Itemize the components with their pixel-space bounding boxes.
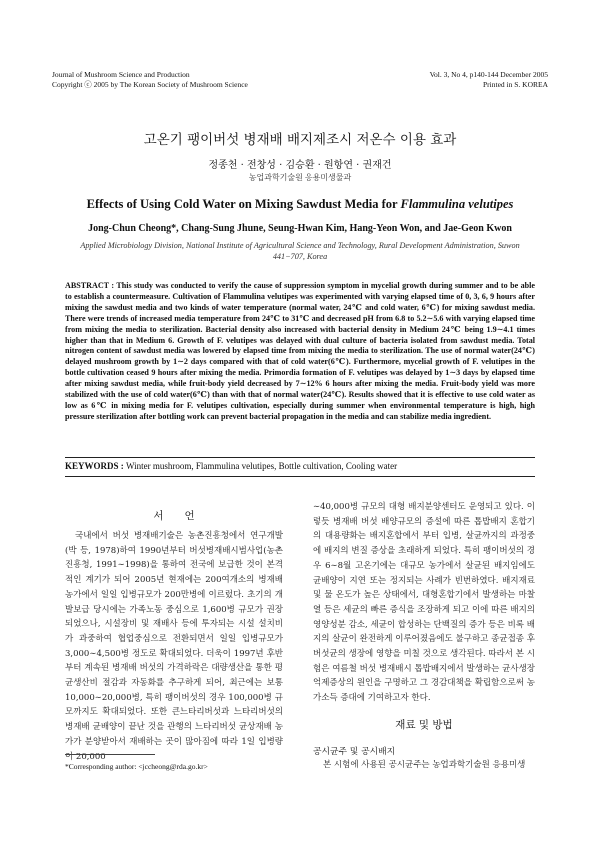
- keywords: [65, 461, 535, 471]
- methods-subheading: 공시균주 및 공시배지: [313, 747, 396, 757]
- methods-paragraph-1: 본 시험에 사용된 공시균주는 농업과학기술원 응용미생: [323, 760, 526, 770]
- keywords-text: Winter mushroom, Flammulina velutipes, Bottle cultivation, Cooling water: [126, 461, 398, 471]
- affiliation-english: Applied Microbiology Division, National Institute of Agricultural Science and Technology, Rural Development Administration, Suwon 441−707, Korea: [80, 241, 520, 261]
- authors-english: Jong-Chun Cheong*, Chang-Sung Jhune, Seung-Hwan Kim, Hang-Yeon Won, and Jae-Geon Kwon: [88, 223, 512, 234]
- keywords-label: KEYWORDS :: [65, 461, 127, 471]
- title-english-main: Effects of Using Cold Water on Mixing Sawdust Media for: [86, 197, 401, 211]
- printed-info: Printed in S. KOREA: [482, 80, 548, 89]
- footnote-rule: [65, 754, 155, 755]
- abstract-text: This study was conducted to verify the cause of suppression symptom in mycelial growth during summer and to be able to establish a countermeasure. Cultivation of Flammulina velutipes was experimented with varying elapsed time of 0, 3, 6, 9 hours after mixing the sawdust media and two kinds of water temperature (normal water, 24℃ and cold water, 6℃) for mixing sawdust media. There were trends of increased media temperature from 24℃ to 31℃ and decreased pH from 6.8 to 5.2∼5.6 with varying elapsed time from mixing the media to sterilization. Bacterial density also increased with bacterial density in Medium 24℃ being 1.9∼4.1 times higher than that in Medium 6. Growth of F. velutipes was delayed with dual culture of bacteria isolated from sawdust media. Total nitrogen content of sawdust media was lowered by elapsed time from mixing the media to sterilization. The use of normal water(24℃) delayed mushroom growth by 1∼2 days compared with that of cold water(6℃). Furthermore, mycelial growth of F. velutipes in the bottle cultivation ceased 9 hours after mixing the media. Primordia formation of F. velutipes was delayed by 1∼3 days by elapsed time after mixing sawdust media, while fruit-body yield decreased by 7∼12% 6 hours after mixing the media. Fruit-body yield was more stabilized with the use of cold water(6℃) than with that of normal water(24℃). Results showed that it is effective to use cold water as low as 6℃ in mixing media for F. velutipes cultivation, especially during summer when environmental temperature is high, high pressure sterilization after bottling work can prevent bacterial propagation in the media and can stabilize media ingredient.: [65, 281, 535, 421]
- intro-paragraph-1: 국내에서 버섯 병재배기술은 농촌진흥청에서 연구개발(박 등, 1978)하여 1990년부터 버섯병재배시범사업(농촌진흥청, 1991∼1998)을 통하여 전국에 보급한 것이 본격적인 계기가 되어 2005년 현재에는 200여개소의 병재배 농가에서 일일 입병규모가 200만병에 이르렀다. 초기의 개발보급 당시에는 가족노동 중심으로 1,600병 규모가 권장되었으나, 시설장비 및 재배사 등에 투자되는 시설 설치비가 과중하여 협업중심으로 전환되면서 일일 입병규모가 3,000∼4,500병 정도로 확대되었다. 더욱이 1997년 후반부터 계속된 병재배 버섯의 가격하락은 대량생산을 통한 평균생산비 절감과 자동화를 추구하게 되어, 최근에는 보통 10,000∼20,000병, 특히 팽이버섯의 경우 100,000병 규모까지도 확대되었다. 또한 큰느타리버섯과 느타리버섯의 병재배 균배양이 끝난 것을 관행의 느타리버섯 균상재배 농가가 분양받아서 재배하는 곳이 많아짐에 따라 1일 입병량이 20,000: [65, 531, 283, 762]
- volume-info: Vol. 3, No 4, p140-144 December 2005: [429, 70, 548, 79]
- title-english: [0, 197, 600, 212]
- copyright: Copyright ⓒ 2005 by The Korean Society of Mushroom Science: [52, 80, 248, 89]
- intro-heading: 서 언: [153, 510, 195, 522]
- keywords-rule-top: [65, 457, 535, 458]
- journal-name: Journal of Mushroom Science and Production: [52, 70, 190, 79]
- intro-paragraph-2: ∼40,000병 규모의 대형 배지분양센터도 운영되고 있다. 이렇듯 병재배 버섯 배양규모의 증설에 따른 톱밥배지 혼합기의 대용량화는 배지혼합에서 부터 입병, 살균까지의 과정중에 배지의 변질 증상을 초래하게 되었다. 특히 팽이버섯의 경우 6∼8월 고온기에는 대규모 농가에서 살균된 배지임에도 균배양이 지연 또는 정지되는 사례가 빈번하였다. 배지재료 및 물 온도가 높은 상태에서, 대형혼합기에서 발생하는 마찰열 등은 세균의 빠른 증식을 조장하게 되고 이에 따른 배지의 영양성분 감소, 세균이 합성하는 단백질의 증가 등은 비록 배지의 살균이 완전하게 이루어졌음에도 불구하고 종균접종 후 버섯균의 생장에 영향을 미칠 것으로 생각된다. 따라서 본 시험은 여름철 버섯 병재배시 톱밥배지에서 발생하는 균사생장 억제증상의 원인을 구명하고 그 경감대책을 확립함으로써 농가소득 증대에 기여하고자 한다.: [313, 502, 535, 704]
- keywords-rule-bottom: [65, 476, 535, 477]
- abstract: [65, 281, 535, 423]
- journal-header: [52, 70, 248, 90]
- title-english-species: Flammulina velutipes: [400, 197, 514, 211]
- abstract-label: ABSTRACT :: [65, 281, 117, 290]
- title-korean: 고온기 팽이버섯 병재배 배지제조시 저온수 이용 효과: [143, 132, 457, 148]
- issue-header: [430, 70, 548, 90]
- affiliation-korean: 농업과학기술원 응용미생물과: [248, 173, 352, 182]
- authors-korean: 정종천 · 전창성 · 김승환 · 원항연 · 권재건: [208, 160, 392, 171]
- methods-heading: 재료 및 방법: [395, 719, 453, 731]
- corresponding-author: *Corresponding author: <jccheong@rda.go.kr>: [65, 762, 208, 771]
